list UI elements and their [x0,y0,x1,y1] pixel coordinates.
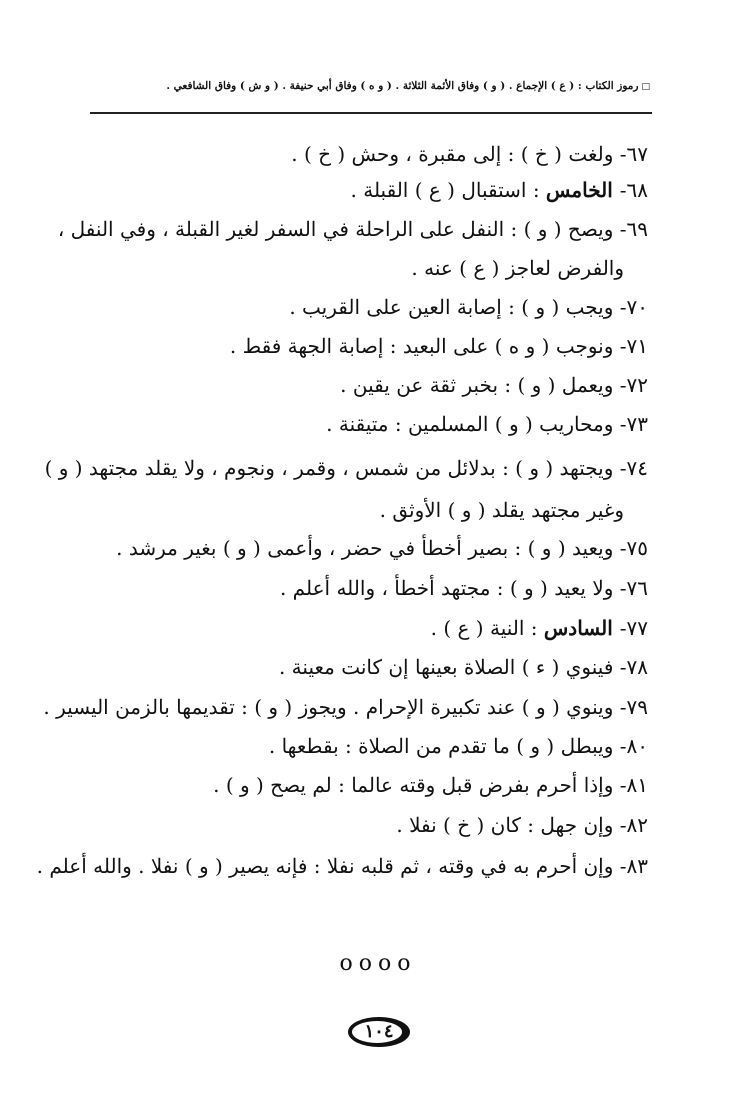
text-line [411,250,624,286]
heading-word: الخامس [545,178,620,202]
line-text: وينوي ( و ) عند تكبيرة الإحرام . ويجوز ( و ) : تقديمها بالزمن اليسير . [43,695,620,719]
legend-text: رموز الكتاب : ( ع ) الإجماع . ( و ) وفاق الأئمة الثلاثة . ( و ه ) وفاق أبي حنيفة . ( و ش ) وفاق الشافعي . [166,80,639,92]
item-number: ٧٩- [619,695,648,719]
line-text: ولغت ( خ ) : إلى مقبرة ، وحش ( خ ) . [291,142,620,166]
square-marker-icon: □ [641,82,650,92]
item-number: ٧٠- [619,295,648,319]
text-line [116,530,648,566]
text-line [380,492,624,528]
item-number: ٦٨- [619,178,648,202]
line-text: وإن جهل : كان ( خ ) نفلا . [396,813,620,837]
text-line [351,172,649,208]
item-number: ٧٥- [619,536,648,560]
text-line [396,807,648,843]
heading-word: السادس [543,616,620,640]
line-text: ويجب ( و ) : إصابة العين على القريب . [289,295,620,319]
item-number: ٨٣- [619,854,648,878]
page-number-badge [344,1012,414,1052]
page-number: ١٠٤ [364,1021,394,1042]
line-text: ويبطل ( و ) ما تقدم من الصلاة : بقطعها . [268,734,620,758]
line-text: : النية ( ع ) . [430,616,544,640]
line-text: ويجتهد ( و ) : بدلائل من شمس ، وقمر ، ونجوم ، ولا يقلد مجتهد ( و ) [44,456,620,480]
text-line [289,289,648,325]
item-number: ٧٢- [619,373,648,397]
text-line [45,450,648,486]
line-text: ولا يعيد ( و ) : مجتهد أخطأ ، والله أعلم . [279,576,620,600]
text-line [431,610,648,646]
item-number: ٨٠- [619,734,648,758]
item-number: ٧٦- [619,576,648,600]
line-text: فينوي ( ء ) الصلاة بعينها إن كانت معينة . [278,655,620,679]
text-line [269,728,648,764]
line-text: وإذا أحرم بفرض قبل وقته عالما : لم يصح ( و ) . [213,773,620,797]
item-number: ٧١- [619,334,648,358]
text-line [58,211,648,247]
item-number: ٦٧- [619,142,648,166]
line-text: والفرض لعاجز ( ع ) عنه . [411,256,624,280]
text-line [340,367,648,403]
text-line [280,570,648,606]
item-number: ٧٧- [619,616,648,640]
section-ornament: oooo [339,951,417,976]
item-number: ٧٨- [619,655,648,679]
line-text: وإن أحرم به في وقته ، ثم قلبه نفلا : فإنه يصير ( و ) نفلا . والله أعلم . [36,854,620,878]
line-text: ومحاريب ( و ) المسلمين : متيقنة . [326,412,620,436]
line-text: وغير مجتهد يقلد ( و ) الأوثق . [379,498,624,522]
text-line [230,328,648,364]
line-text: ويعمل ( و ) : بخبر ثقة عن يقين . [340,373,620,397]
line-text: ويصح ( و ) : النفل على الراحلة في السفر لغير القبلة ، وفي النفل ، [57,217,620,241]
item-number: ٧٣- [619,412,648,436]
text-line [279,649,648,685]
text-line [37,848,648,884]
item-number: ٨١- [619,773,648,797]
line-text: ويعيد ( و ) : بصير أخطأ في حضر ، وأعمى ( و ) بغير مرشد . [116,536,620,560]
text-line [213,767,648,803]
line-text: ونوجب ( و ه ) على البعيد : إصابة الجهة فقط . [229,334,620,358]
text-line [291,136,648,172]
text-line [326,406,648,442]
item-number: ٧٤- [619,456,648,480]
item-number: ٦٩- [619,217,648,241]
text-line [43,689,648,725]
item-number: ٨٢- [619,813,648,837]
line-text: : استقبال ( ع ) القبلة . [350,178,546,202]
